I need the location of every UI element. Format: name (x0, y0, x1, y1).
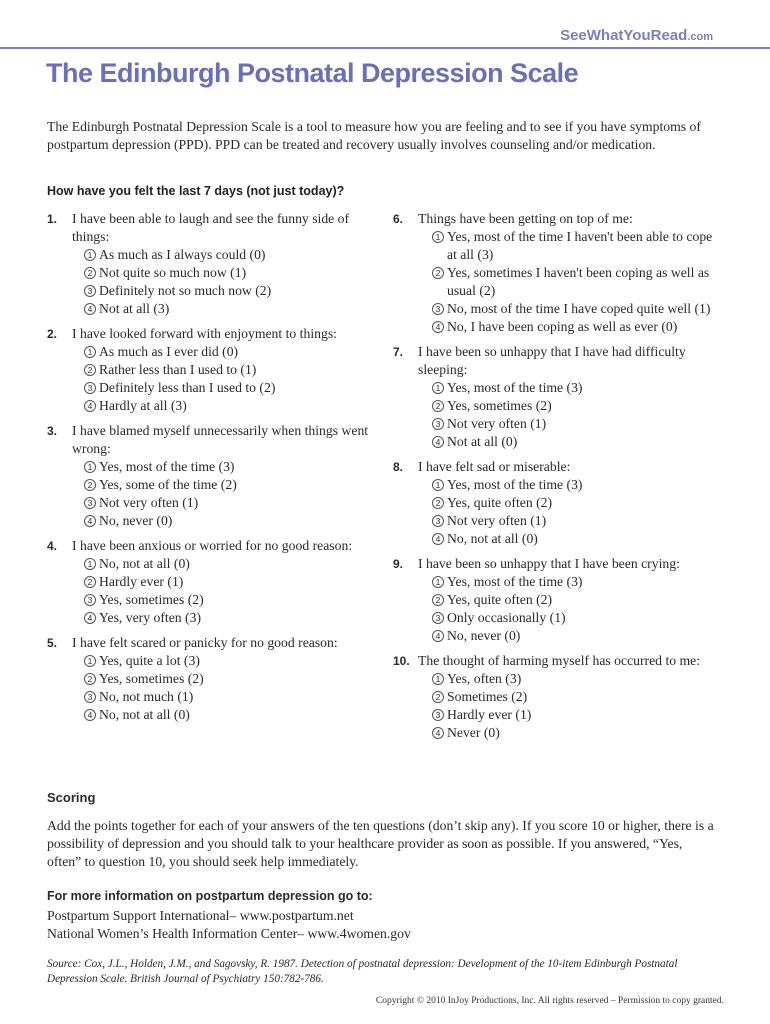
option-number-badge: 1 (84, 558, 96, 570)
option-number-badge: 3 (84, 382, 96, 394)
option-number-badge: 2 (432, 400, 444, 412)
question-10 (393, 652, 723, 742)
answer-option[interactable] (84, 670, 377, 688)
answer-option[interactable] (84, 555, 377, 573)
question-text: I have blamed myself unnecessarily when things went wrong: (72, 423, 369, 456)
option-label: Yes, quite a lot (3) (99, 653, 200, 668)
option-label: Only occasionally (1) (447, 610, 566, 625)
option-label: Hardly ever (1) (99, 574, 184, 589)
question-number: 3. (47, 424, 58, 438)
more-info-heading: For more information on postpartum depression go to: (47, 889, 373, 903)
questions-right-column (393, 210, 723, 742)
question-text: I have been so unhappy that I have had difficulty sleeping: (418, 344, 686, 377)
answer-option[interactable] (84, 397, 377, 415)
question-8 (393, 458, 723, 548)
option-number-badge: 2 (432, 691, 444, 703)
option-label: Yes, very often (3) (99, 610, 202, 625)
option-label: Hardly at all (3) (99, 398, 187, 413)
option-number-badge: 4 (432, 630, 444, 642)
more-info-line-nwhic: National Women’s Health Information Center– www.4women.gov (47, 926, 411, 941)
option-label: Not quite so much now (1) (99, 265, 247, 280)
question-7 (393, 343, 723, 451)
option-label: Yes, sometimes (2) (99, 592, 204, 607)
question-text: The thought of harming myself has occurred to me: (418, 653, 701, 668)
option-label: Sometimes (2) (447, 689, 528, 704)
answer-option[interactable] (432, 530, 723, 548)
option-number-badge: 2 (432, 594, 444, 606)
option-label: Yes, most of the time (3) (447, 380, 583, 395)
question-3 (47, 422, 377, 530)
option-number-badge: 1 (84, 249, 96, 261)
option-number-badge: 4 (84, 303, 96, 315)
question-text: I have been anxious or worried for no good reason: (72, 538, 353, 553)
option-label: Not at all (3) (99, 301, 170, 316)
scoring-heading: Scoring (47, 790, 96, 805)
option-number-badge: 1 (84, 655, 96, 667)
source-citation: Source: Cox, J.L., Holden, J.M., and Sagovsky, R. 1987. Detection of postnatal depression: Development of the 10-item Edinburgh Postnatal Depression Scale. British Journal of Psychiatry 150:782-786. (47, 958, 678, 985)
option-number-badge: 1 (432, 479, 444, 491)
question-6 (393, 210, 723, 336)
question-number: 1. (47, 212, 58, 226)
answer-option[interactable] (432, 494, 723, 512)
option-label: No, I have been coping as well as ever (0) (447, 319, 678, 334)
option-number-badge: 4 (84, 400, 96, 412)
answer-option[interactable] (432, 300, 723, 318)
answer-option[interactable] (84, 573, 377, 591)
answer-option[interactable] (84, 494, 377, 512)
option-number-badge: 3 (432, 709, 444, 721)
more-info-line-psi: Postpartum Support International– www.postpartum.net (47, 908, 354, 923)
answer-option[interactable] (432, 415, 723, 433)
answer-option[interactable] (432, 512, 723, 530)
answer-option[interactable] (432, 627, 723, 645)
question-text: Things have been getting on top of me: (418, 211, 633, 226)
option-number-badge: 2 (84, 267, 96, 279)
answer-option[interactable] (84, 264, 377, 282)
brand-logo (560, 27, 713, 44)
answer-option[interactable] (432, 318, 723, 336)
option-number-badge: 1 (432, 673, 444, 685)
page-title: The Edinburgh Postnatal Depression Scale (46, 58, 579, 88)
option-number-badge: 3 (432, 612, 444, 624)
brand-domain: .com (687, 31, 713, 43)
option-label: Yes, sometimes (2) (99, 671, 204, 686)
option-number-badge: 1 (432, 382, 444, 394)
option-label: Yes, often (3) (447, 671, 522, 686)
option-label: No, not at all (0) (99, 556, 190, 571)
option-number-badge: 3 (432, 418, 444, 430)
option-number-badge: 3 (84, 285, 96, 297)
option-label: Yes, most of the time I haven't been able to cope at all (3) (447, 229, 713, 262)
option-label: Yes, sometimes (2) (447, 398, 552, 413)
option-label: Yes, most of the time (3) (447, 477, 583, 492)
answer-option[interactable] (84, 343, 377, 361)
copyright-notice: Copyright © 2010 InJoy Productions, Inc. All rights reserved – Permission to copy granted. (375, 996, 724, 1006)
option-label: No, not at all (0) (99, 707, 190, 722)
answer-option[interactable] (432, 706, 723, 724)
question-number: 6. (393, 212, 404, 226)
option-number-badge: 4 (84, 515, 96, 527)
question-text: I have been so unhappy that I have been crying: (418, 556, 680, 571)
option-number-badge: 1 (432, 231, 444, 243)
question-text: I have felt scared or panicky for no good reason: (72, 635, 338, 650)
option-number-badge: 3 (84, 594, 96, 606)
answer-option[interactable] (432, 228, 723, 264)
question-9 (393, 555, 723, 645)
option-label: Not very often (1) (447, 416, 547, 431)
option-number-badge: 4 (432, 533, 444, 545)
option-number-badge: 2 (84, 673, 96, 685)
answer-option[interactable] (84, 688, 377, 706)
answer-option[interactable] (432, 591, 723, 609)
option-number-badge: 2 (432, 267, 444, 279)
option-label: No, not much (1) (99, 689, 194, 704)
answer-option[interactable] (84, 246, 377, 264)
option-number-badge: 2 (432, 497, 444, 509)
option-label: Not very often (1) (447, 513, 547, 528)
option-number-badge: 4 (432, 436, 444, 448)
answer-option[interactable] (432, 397, 723, 415)
answer-option[interactable] (84, 282, 377, 300)
question-number: 5. (47, 636, 58, 650)
question-number: 2. (47, 327, 58, 341)
answer-option[interactable] (432, 670, 723, 688)
intro-paragraph: The Edinburgh Postnatal Depression Scale is a tool to measure how you are feeling and to see if you have symptoms of postpartum depression (PPD). PPD can be treated and recovery usually involves counseling and/or medication. (47, 119, 701, 152)
answer-option[interactable] (432, 264, 723, 300)
option-label: Never (0) (447, 725, 500, 740)
option-number-badge: 3 (84, 691, 96, 703)
question-2 (47, 325, 377, 415)
answer-option[interactable] (432, 609, 723, 627)
option-number-badge: 4 (84, 709, 96, 721)
option-label: No, never (0) (99, 513, 173, 528)
question-number: 4. (47, 539, 58, 553)
option-number-badge: 4 (432, 727, 444, 739)
option-label: No, never (0) (447, 628, 521, 643)
question-header: How have you felt the last 7 days (not just today)? (47, 184, 345, 198)
option-label: Not at all (0) (447, 434, 518, 449)
option-label: Yes, most of the time (3) (447, 574, 583, 589)
option-number-badge: 4 (432, 321, 444, 333)
answer-option[interactable] (432, 476, 723, 494)
option-number-badge: 2 (84, 364, 96, 376)
option-label: As much as I always could (0) (99, 247, 266, 262)
answer-option[interactable] (432, 379, 723, 397)
option-number-badge: 3 (84, 497, 96, 509)
answer-option[interactable] (84, 652, 377, 670)
question-5 (47, 634, 377, 724)
option-label: Yes, quite often (2) (447, 592, 553, 607)
answer-option[interactable] (432, 688, 723, 706)
option-label: Yes, most of the time (3) (99, 459, 235, 474)
scoring-text: Add the points together for each of your answers of the ten questions (don’t skip any). If you score 10 or higher, there is a possibility of depression and you should talk to your healthcare provider as soon as possible. If you answered, “Yes, often” to question 10, you should seek help immediately. (47, 818, 714, 869)
question-number: 7. (393, 345, 404, 359)
question-number: 10. (393, 654, 410, 668)
option-label: No, most of the time I have coped quite well (1) (447, 301, 711, 316)
option-label: As much as I ever did (0) (99, 344, 239, 359)
option-number-badge: 3 (432, 515, 444, 527)
question-number: 8. (393, 460, 404, 474)
option-number-badge: 1 (84, 346, 96, 358)
option-label: Definitely less than I used to (2) (99, 380, 276, 395)
option-number-badge: 3 (432, 303, 444, 315)
answer-option[interactable] (84, 361, 377, 379)
question-number: 9. (393, 557, 404, 571)
option-label: Not very often (1) (99, 495, 199, 510)
question-text: I have felt sad or miserable: (418, 459, 571, 474)
question-text: I have been able to laugh and see the funny side of things: (72, 211, 350, 244)
answer-option[interactable] (84, 591, 377, 609)
option-label: Yes, some of the time (2) (99, 477, 237, 492)
answer-option[interactable] (84, 379, 377, 397)
answer-option[interactable] (84, 458, 377, 476)
option-label: Rather less than I used to (1) (99, 362, 257, 377)
question-1 (47, 210, 377, 318)
questions-left-column (47, 210, 377, 724)
answer-option[interactable] (432, 724, 723, 742)
answer-option[interactable] (84, 609, 377, 627)
option-label: Yes, sometimes I haven't been coping as well as usual (2) (447, 265, 710, 298)
option-number-badge: 2 (84, 479, 96, 491)
answer-option[interactable] (84, 300, 377, 318)
question-text: I have looked forward with enjoyment to things: (72, 326, 337, 341)
option-number-badge: 1 (84, 461, 96, 473)
header-rule (0, 47, 770, 49)
option-number-badge: 2 (84, 576, 96, 588)
option-label: Yes, quite often (2) (447, 495, 553, 510)
option-label: Definitely not so much now (2) (99, 283, 272, 298)
brand-name: SeeWhatYouRead (560, 27, 688, 44)
answer-option[interactable] (432, 433, 723, 451)
option-number-badge: 4 (84, 612, 96, 624)
question-4 (47, 537, 377, 627)
answer-option[interactable] (84, 476, 377, 494)
answer-option[interactable] (84, 512, 377, 530)
option-label: Hardly ever (1) (447, 707, 532, 722)
option-label: No, not at all (0) (447, 531, 538, 546)
option-number-badge: 1 (432, 576, 444, 588)
answer-option[interactable] (84, 706, 377, 724)
answer-option[interactable] (432, 573, 723, 591)
